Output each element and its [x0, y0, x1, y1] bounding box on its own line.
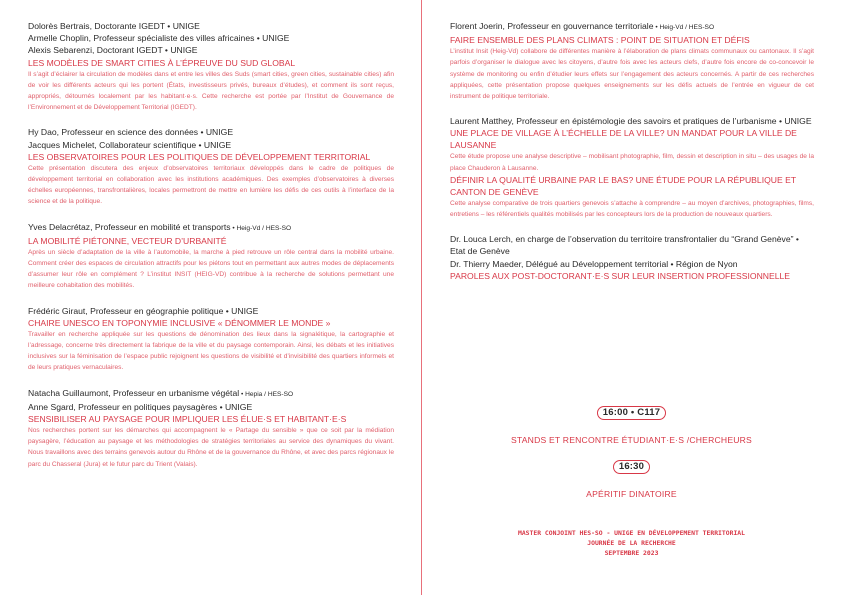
speaker-line: Frédéric Giraut, Professeur en géographie politique • UNIGE [28, 305, 259, 316]
talk-description: L’institut Insit (Heig-Vd) collabore de différentes manière à l’élaboration de plans climats communaux ou cantonaux. Il s’agit parfois d’organiser le dialogue avec les citoyens, d’autre fois avec les acteurs clefs, d’autre fois encore de co-concevoir le système de monitoring ou enfin d’étudier leurs effets sur l’engagement des acteurs concernés. A partir de ces recherches appliquées, cette présentation propose quelques enseignements sur les défis actuels de l’entrée en vigueur de cet instrument de politique territoriale. [450, 48, 814, 101]
talk-block [28, 20, 394, 113]
speaker-line: Dr. Louca Lerch, en charge de l’observation du territoire transfrontalier du “Grand Genève” • Etat de Genève [450, 234, 799, 257]
talk-block [28, 387, 394, 470]
talk-description: Après un siècle d’adaptation de la ville à l’automobile, la marche à pied retrouve un rôle central dans la mobilité urbaine. Comment créer des espaces de circulation attractifs pour les piétons tout en permettant aux autres modes de déplacements d’assumer leur rôle en complément ? L’institut INSIT (HEIG-VD) contribue à la recherche de solutions permettant une meilleure cohabitation des mobilités. [28, 248, 394, 290]
talk-title: LES MODÈLES DE SMART CITIES À L’ÉPREUVE DU SUD GLOBAL [28, 57, 296, 68]
talk-title: UNE PLACE DE VILLAGE À L’ÉCHELLE DE LA VILLE? UN MANDAT POUR LA VILLE DE LAUSANNE [450, 128, 797, 151]
talk-block [450, 20, 814, 102]
speaker-line: Dr. Thierry Maeder, Délégué au Développement territorial • Région de Nyon [450, 258, 738, 269]
talk-block [450, 115, 814, 220]
speaker-line: Armelle Choplin, Professeur spécialiste des villes africaines • UNIGE [28, 33, 290, 44]
talk-description: Il s’agit d’éclairer la circulation de modèles dans et entre les villes des Suds (smart cities, green cities, sustainable cities) afin de voir les différents acteurs qui les portent (États, investisseurs privés, bureaux d’études), et comment ils sont reçus, appropriés, détournés localement par les habitant·e·s. Cette recherche est portée par l’Institut de Gouvernance de l’Environnement et de Développement Territorial (IGEDT). [28, 70, 394, 112]
speaker-line: Dolorès Bertrais, Doctorante IGEDT • UNIGE [28, 21, 200, 31]
speaker-affiliation: • Hepia / HES-SO [239, 390, 294, 398]
footer [421, 528, 842, 559]
footer-event: JOURNÉE DE LA RECHERCHE [587, 539, 676, 548]
right-column [450, 20, 814, 295]
event-label: STANDS ET RENCONTRE ÉTUDIANT·E·S /CHERCHEURS [510, 435, 752, 445]
talk-description: Cette présentation discutera des enjeux d’observatoires territoriaux développés dans le cadre de politiques de développement territorial en collaboration avec les institutions académiques. Des exemples d’observatoires à diverses échelles européennes, transfrontalières, locales permettront de mettre en lumière les défis de ces outils à l’interface de la science et de la politique. [28, 164, 394, 206]
talk-title: DÉFINIR LA QUALITÉ URBAINE PAR LE BAS? UNE ÉTUDE POUR LA RÉPUBLIQUE ET CANTON DE GENÈVE [450, 174, 796, 197]
event-time-badge: 16:00 • C117 [597, 406, 667, 420]
talk-block [28, 305, 394, 374]
talk-title: LES OBSERVATOIRES POUR LES POLITIQUES DE DÉVELOPPEMENT TERRITORIAL [28, 151, 371, 162]
speaker-line: Alexis Sebarenzi, Doctorant IGEDT • UNIGE [28, 45, 198, 56]
talk-title: LA MOBILITÉ PIÉTONNE, VECTEUR D’URBANITÉ [28, 235, 227, 246]
talk-title: SENSIBILISER AU PAYSAGE POUR IMPLIQUER LES ÉLUE·S ET HABITANT·E·S [28, 414, 347, 425]
talk-block [450, 233, 814, 282]
talk-description: Cette analyse comparative de trois quartiers genevois s’attache à comprendre – au moyen d’archives, photographies, films, entretiens – les référentiels qualités mobilisés par les concepteurs lors de la production de nouveaux quartiers. [450, 199, 814, 219]
left-column [28, 20, 394, 483]
speaker-line: Jacques Michelet, Collaborateur scientifique • UNIGE [28, 139, 232, 150]
footer-date: SEPTEMBRE 2023 [604, 549, 659, 558]
speaker-line: Anne Sgard, Professeur en politiques paysagères • UNIGE [28, 401, 253, 412]
speaker-affiliation: • Heig-Vd / HES-SO [653, 24, 715, 31]
event-label: APÉRITIF DINATOIRE [586, 489, 677, 499]
talk-title: PAROLES AUX POST-DOCTORANT·E·S SUR LEUR INSERTION PROFESSIONNELLE [450, 270, 791, 281]
speaker-line: Natacha Guillaumont, Professeur en urbanisme végétal • Hepia / HES-SO [28, 387, 294, 398]
speaker-line: Yves Delacrétaz, Professeur en mobilité et transports • Heig-Vd / HES-SO [28, 221, 292, 232]
talk-block [28, 126, 394, 207]
talk-block [28, 221, 394, 292]
speaker-line: Hy Dao, Professeur en science des données • UNIGE [28, 127, 234, 138]
speaker-affiliation: • Heig-Vd / HES-SO [230, 224, 292, 232]
footer-program: MASTER CONJOINT HES-SO - UNIGE EN DÉVELOPPEMENT TERRITORIAL [517, 529, 745, 537]
talk-description: Travailler en recherche appliquée sur les questions de dénomination des lieux dans la signalétique, la cartographie et l’adressage, concerne très directement la fabrique de la ville et du paysage contemporain. Ainsi, les débats et les initiatives inclusives sur la féminisation de l’espace public rejoignent les questions de visibilité et d’invisibilité des quartiers informels et de leurs pratiques vernaculaires. [28, 330, 394, 372]
page-divider [421, 0, 422, 595]
talk-title: CHAIRE UNESCO EN TOPONYMIE INCLUSIVE « DÉNOMMER LE MONDE » [28, 317, 331, 328]
speaker-line: Laurent Matthey, Professeur en épistémologie des savoirs et pratiques de l’urbanisme • UNIGE [450, 116, 812, 127]
event-aperitif [421, 456, 842, 499]
event-time-badge: 16:30 [613, 460, 650, 474]
talk-description: Nos recherches portent sur les démarches qui accompagnent le « Partage du sensible » que ce soit par la médiation paysagère, l’éducation au paysage et les méthodologies de stratégies territoriales au service des dynamiques du vivant. Nous travaillons avec des terrains genevois autour du Rhône et de la gouvernance du Rhône, et avec des parcs régionaux le parc du Chasseral (Jura) et le futur parc du Trient (Valais). [28, 427, 394, 468]
speaker-line: Florent Joerin, Professeur en gouvernance territoriale • Heig-Vd / HES-SO [450, 21, 715, 31]
talk-title: FAIRE ENSEMBLE DES PLANS CLIMATS : POINT DE SITUATION ET DÉFIS [450, 35, 750, 46]
event-stands [421, 402, 842, 445]
talk-description: Cette étude propose une analyse descriptive – mobilisant photographie, film, dessin et description in situ – des usages de la place Chauderon à Lausanne. [450, 153, 814, 172]
